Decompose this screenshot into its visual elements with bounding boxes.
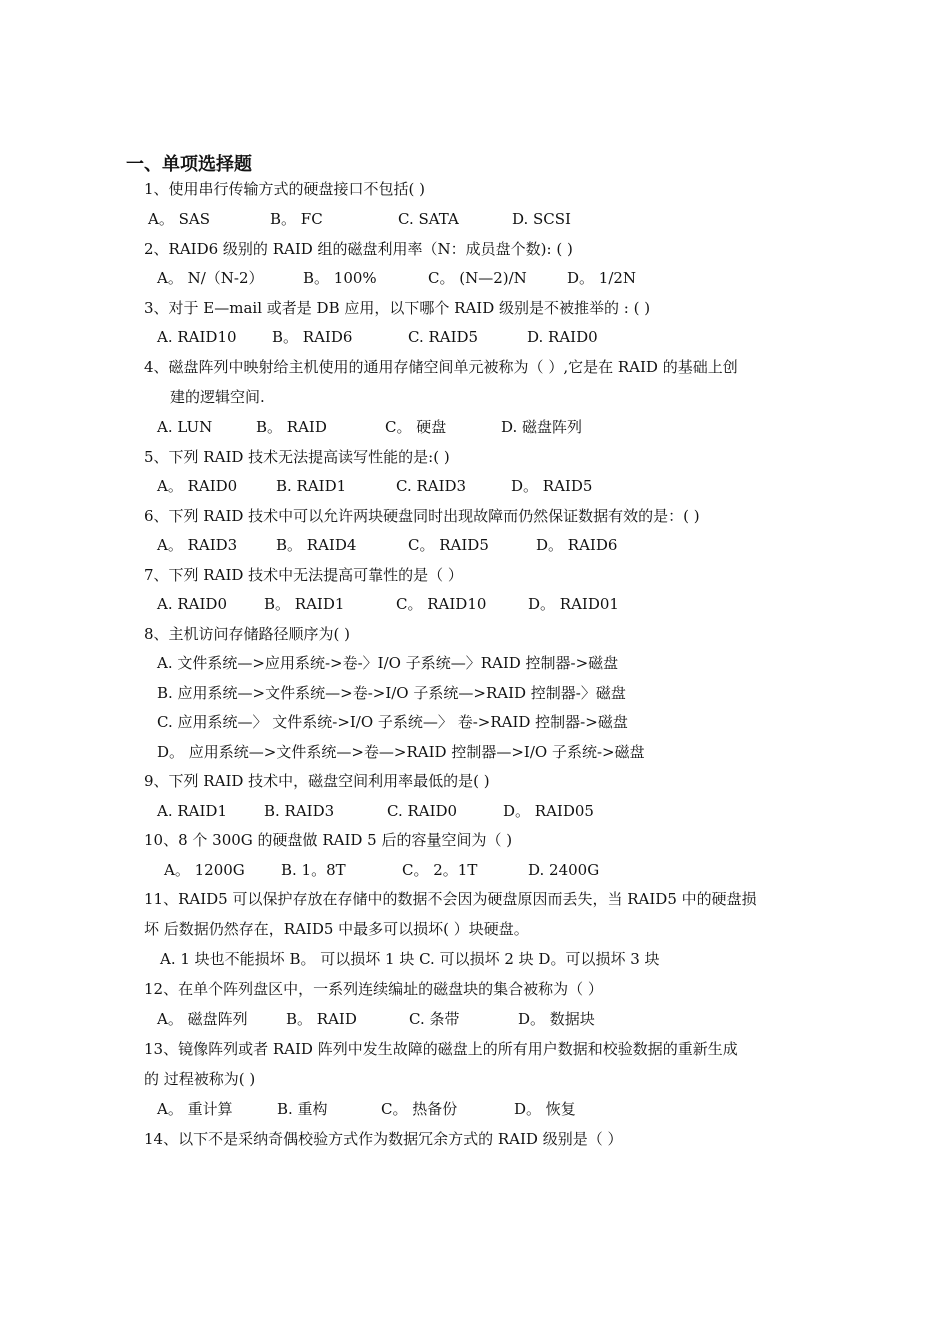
question-1: 1、使用串行传输方式的硬盘接口不包括( ) — [144, 180, 426, 198]
q7-option-b: B。 RAID1 — [264, 595, 345, 613]
q13-option-a: A。 重计算 — [157, 1100, 233, 1118]
q3-option-a: A. RAID10 — [157, 328, 237, 346]
q1-option-a: A。 SAS — [148, 210, 210, 228]
q13-option-d: D。 恢复 — [514, 1100, 576, 1118]
q8-option-a: A. 文件系统—>应用系统->卷-〉I/O 子系统—〉RAID 控制器->磁盘 — [157, 654, 619, 672]
q8-option-d: D。 应用系统—>文件系统—>卷—>RAID 控制器—>I/O 子系统->磁盘 — [157, 743, 645, 761]
question-6: 6、下列 RAID 技术中可以允许两块硬盘同时出现故障而仍然保证数据有效的是：( ) — [144, 507, 700, 525]
question-5: 5、下列 RAID 技术无法提高读写性能的是:( ) — [144, 448, 450, 466]
q6-option-d: D。 RAID6 — [536, 536, 618, 554]
q4-option-a: A. LUN — [157, 418, 213, 436]
q1-option-b: B。 FC — [270, 210, 323, 228]
question-8: 8、主机访问存储路径顺序为( ) — [144, 625, 351, 643]
q8-option-c: C. 应用系统—〉 文件系统->I/O 子系统—〉 卷->RAID 控制器->磁盘 — [157, 713, 628, 731]
q6-option-c: C。 RAID5 — [408, 536, 489, 554]
question-14: 14、以下不是采纳奇偶校验方式作为数据冗余方式的 RAID 级别是（ ） — [144, 1130, 623, 1148]
q13-option-c: C。 热备份 — [381, 1100, 458, 1118]
q13-option-b: B. 重构 — [277, 1100, 328, 1118]
q2-option-a: A。 N/（N-2） — [157, 269, 264, 287]
q6-option-a: A。 RAID3 — [157, 536, 238, 554]
q9-option-a: A. RAID1 — [157, 802, 227, 820]
q9-option-b: B. RAID3 — [264, 802, 335, 820]
q9-option-c: C. RAID0 — [387, 802, 458, 820]
q12-option-a: A。 磁盘阵列 — [157, 1010, 248, 1028]
question-4-continuation: 建的逻辑空间. — [170, 388, 265, 406]
q12-option-b: B。 RAID — [286, 1010, 357, 1028]
question-11-continuation: 坏 后数据仍然存在，RAID5 中最多可以损坏( ）块硬盘。 — [144, 920, 529, 938]
q10-option-b: B. 1。8T — [281, 861, 346, 879]
q3-option-c: C. RAID5 — [408, 328, 479, 346]
q4-option-c: C。 硬盘 — [385, 418, 447, 436]
q10-option-d: D. 2400G — [528, 861, 600, 879]
q11-options: A. 1 块也不能损坏 B。 可以损坏 1 块 C. 可以损坏 2 块 D。可以损坏 3 块 — [160, 950, 660, 968]
question-4: 4、磁盘阵列中映射给主机使用的通用存储空间单元被称为（ ）,它是在 RAID 的基础上创 — [144, 358, 738, 376]
section-title: 一、单项选择题 — [126, 154, 252, 175]
q10-option-a: A。 1200G — [164, 861, 245, 879]
q7-option-c: C。 RAID10 — [396, 595, 487, 613]
question-10: 10、8 个 300G 的硬盘做 RAID 5 后的容量空间为（ ) — [144, 831, 513, 849]
q12-option-c: C. 条带 — [409, 1010, 460, 1028]
q5-option-d: D。 RAID5 — [511, 477, 593, 495]
q2-option-c: C。 (N—2)/N — [428, 269, 527, 287]
q1-option-d: D. SCSI — [512, 210, 571, 228]
q1-option-c: C. SATA — [398, 210, 459, 228]
q8-option-b: B. 应用系统—>文件系统—>卷->I/O 子系统—>RAID 控制器-〉磁盘 — [157, 684, 626, 702]
question-11: 11、RAID5 可以保护存放在存储中的数据不会因为硬盘原因而丢失，当 RAID5 中的硬盘损 — [144, 890, 757, 908]
q5-option-b: B. RAID1 — [276, 477, 347, 495]
question-7: 7、下列 RAID 技术中无法提高可靠性的是（ ） — [144, 566, 463, 584]
question-13: 13、镜像阵列或者 RAID 阵列中发生故障的磁盘上的所有用户数据和校验数据的重新生成 — [144, 1040, 738, 1058]
q9-option-d: D。 RAID05 — [503, 802, 594, 820]
q7-option-d: D。 RAID01 — [528, 595, 619, 613]
q4-option-b: B。 RAID — [256, 418, 327, 436]
q6-option-b: B。 RAID4 — [276, 536, 357, 554]
q10-option-c: C。 2。1T — [402, 861, 478, 879]
question-9: 9、下列 RAID 技术中，磁盘空间利用率最低的是( ) — [144, 772, 490, 790]
q4-option-d: D. 磁盘阵列 — [501, 418, 583, 436]
q2-option-b: B。 100% — [303, 269, 377, 287]
q2-option-d: D。 1/2N — [567, 269, 637, 287]
q3-option-b: B。 RAID6 — [272, 328, 353, 346]
q3-option-d: D. RAID0 — [527, 328, 598, 346]
question-3: 3、对于 E—mail 或者是 DB 应用，以下哪个 RAID 级别是不被推举的 : ( ) — [144, 299, 651, 317]
question-2: 2、RAID6 级别的 RAID 组的磁盘利用率（N：成员盘个数): ( ) — [144, 240, 573, 258]
q12-option-d: D。 数据块 — [518, 1010, 595, 1028]
q5-option-a: A。 RAID0 — [157, 477, 238, 495]
q7-option-a: A. RAID0 — [157, 595, 227, 613]
q5-option-c: C. RAID3 — [396, 477, 467, 495]
question-13-continuation: 的 过程被称为( ) — [144, 1070, 256, 1088]
question-12: 12、在单个阵列盘区中，一系列连续编址的磁盘块的集合被称为（ ） — [144, 980, 603, 998]
